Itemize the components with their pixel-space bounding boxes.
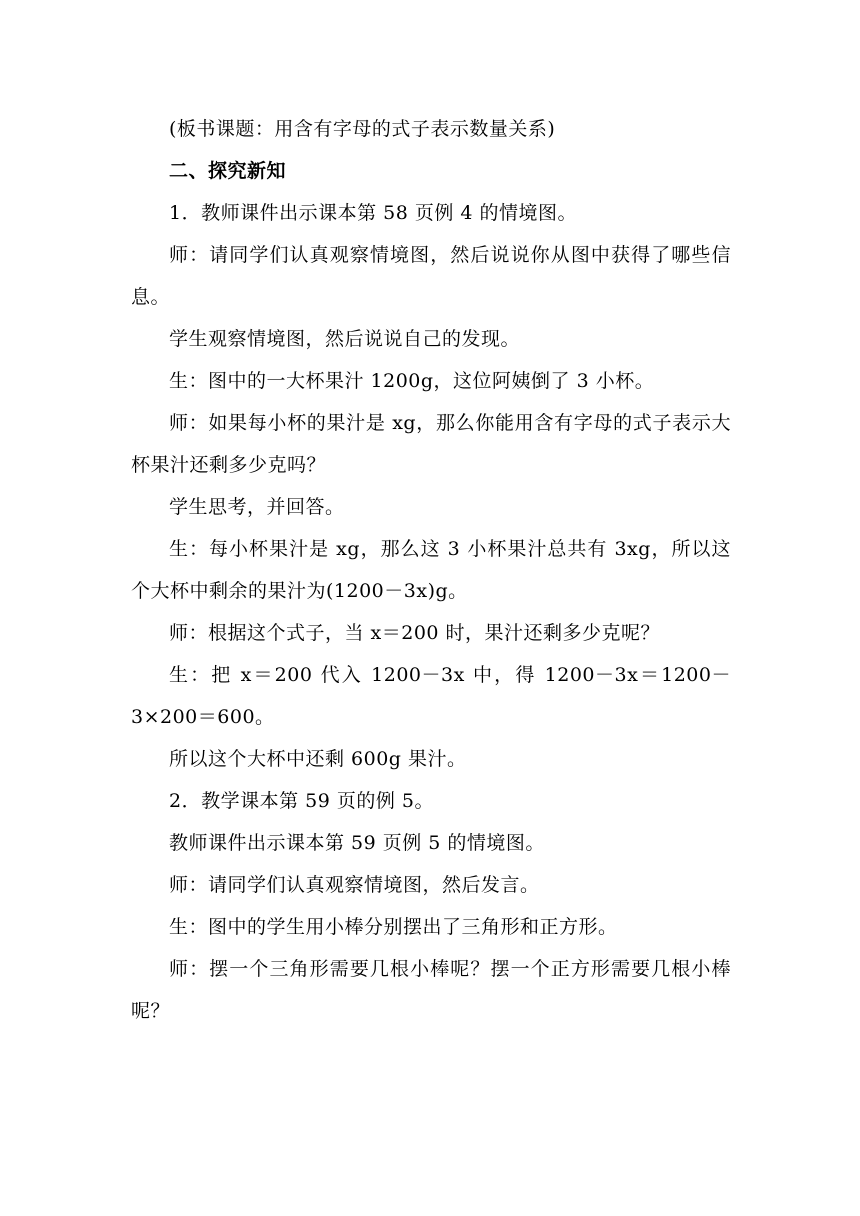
paragraph-teacher-question-2: 师：如果每小杯的果汁是 xg，那么你能用含有字母的式子表示大杯果汁还剩多少克吗？ — [131, 412, 731, 476]
paragraph-conclusion: 所以这个大杯中还剩 600g 果汁。 — [169, 748, 467, 770]
paragraph-teacher-question-5: 师：摆一个三角形需要几根小棒呢？摆一个正方形需要几根小棒呢？ — [131, 958, 731, 1022]
paragraph-student-observe-1: 学生观察情境图，然后说说自己的发现。 — [169, 328, 521, 350]
paragraph-example-5-intro: 2．教学课本第 59 页的例 5。 — [169, 790, 434, 812]
section-heading-explore: 二、探究新知 — [169, 160, 287, 182]
paragraph-student-answer-4: 生：图中的学生用小棒分别摆出了三角形和正方形。 — [169, 916, 618, 938]
paragraph-example-4-intro: 1．教师课件出示课本第 58 页例 4 的情境图。 — [169, 202, 578, 224]
paragraph-student-answer-3: 生：把 x＝200 代入 1200－3x 中，得 1200－3x＝1200－3×200＝600。 — [131, 664, 731, 728]
paragraph-example-5-show: 教师课件出示课本第 59 页例 5 的情境图。 — [169, 832, 545, 854]
paragraph-student-answer-2: 生：每小杯果汁是 xg，那么这 3 小杯果汁总共有 3xg，所以这个大杯中剩余的果汁为(1200－3x)g。 — [131, 538, 731, 602]
document-body — [131, 108, 731, 1032]
paragraph-teacher-question-3: 师：根据这个式子，当 x＝200 时，果汁还剩多少克呢？ — [169, 622, 661, 644]
paragraph-student-think: 学生思考，并回答。 — [169, 496, 345, 518]
paragraph-teacher-question-1: 师：请同学们认真观察情境图，然后说说你从图中获得了哪些信息。 — [131, 244, 731, 308]
paragraph-lesson-title-note: (板书课题：用含有字母的式子表示数量关系) — [169, 118, 556, 140]
paragraph-teacher-question-4: 师：请同学们认真观察情境图，然后发言。 — [169, 874, 540, 896]
paragraph-student-answer-1: 生：图中的一大杯果汁 1200g，这位阿姨倒了 3 小杯。 — [169, 370, 655, 392]
